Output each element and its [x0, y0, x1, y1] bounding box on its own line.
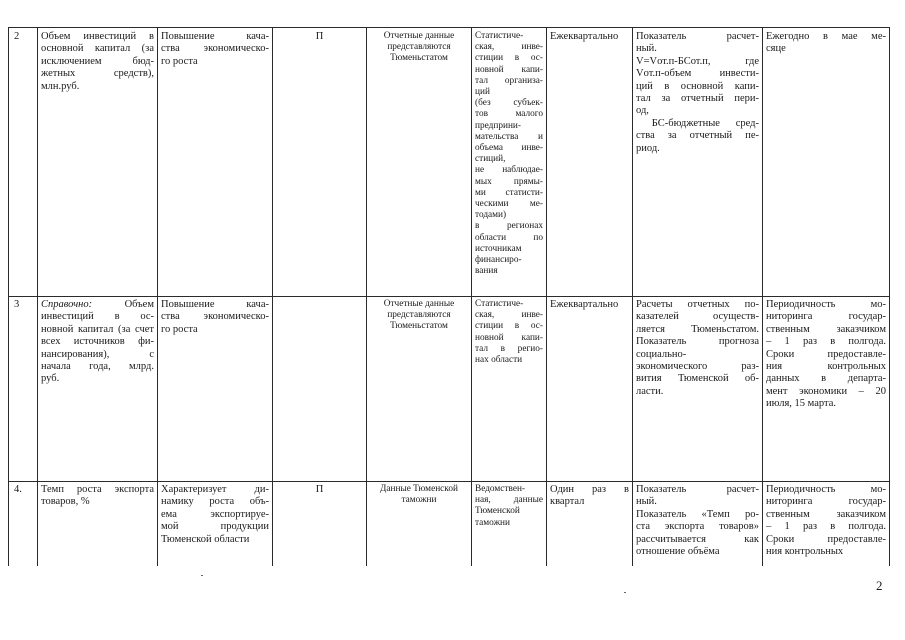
cell-purpose-line: ема экспортируе-	[161, 508, 269, 520]
page-number: 2	[876, 578, 883, 593]
cell-deadline-line: ниторинга государ-	[766, 496, 886, 508]
cell-source-line: представляются	[387, 310, 451, 321]
table-row-border	[8, 27, 890, 28]
cell-calculation-line: ций в основной капи-	[636, 80, 759, 92]
cell-indicator-line: товаров, %	[41, 496, 90, 508]
cell-method-line: области по	[475, 232, 543, 243]
cell-method-line: ская, инве-	[475, 42, 543, 53]
cell-calculation-line: Показатель «Темп ро-	[636, 508, 759, 520]
cell-purpose-line: го роста	[161, 55, 198, 67]
cell-method-line: стиции в ос-	[475, 321, 543, 332]
cell-method-line: ческими ме-	[475, 199, 543, 210]
cell-type	[276, 31, 363, 295]
cell-purpose-line: ства экономическо-	[161, 311, 269, 323]
cell-source-line: Тюменьстатом	[390, 321, 448, 332]
cell-purpose	[161, 484, 269, 565]
cell-indicator-line: исключением бюд-	[41, 55, 154, 67]
cell-number-text: 3	[14, 299, 20, 310]
cell-frequency	[550, 484, 629, 565]
cell-calculation-line: Vот.п-объем инвести-	[636, 68, 759, 80]
cell-deadline-line: сяце	[766, 43, 786, 55]
cell-deadline-line: – 1 раз в полгода.	[766, 521, 886, 533]
cell-source-line: Отчетные данные	[383, 31, 455, 41]
cell-method-line: тал организа-	[475, 75, 543, 86]
cell-calculation-line: ства за отчетный пе-	[636, 130, 759, 142]
cell-frequency-line: Ежеквартально	[550, 31, 619, 42]
cell-method-line: предприни-	[475, 120, 522, 131]
table-row-border	[8, 481, 890, 482]
cell-calculation-line: риод.	[636, 142, 660, 154]
cell-calculation-line: ный.	[636, 496, 657, 508]
cell-method-line: ций	[475, 87, 490, 98]
cell-calculation-line: вития Тюменской об-	[636, 373, 759, 385]
cell-method	[475, 484, 543, 565]
cell-number	[14, 299, 36, 480]
cell-indicator-line: всех источников фи-	[41, 336, 154, 348]
cell-deadline	[766, 484, 886, 565]
cell-calculation-line: од,	[636, 105, 649, 117]
cell-calculation-line: V=Vот.п-БСот.п, где	[636, 55, 759, 67]
cell-type-text: П	[315, 31, 324, 42]
cell-number	[14, 484, 36, 565]
cell-deadline-line: июля, 15 марта.	[766, 398, 836, 410]
cell-method-line: ская, инве-	[475, 310, 543, 321]
cell-indicator-line: млн.руб.	[41, 80, 80, 92]
cell-deadline-line: Ежегодно в мае ме-	[766, 31, 886, 42]
cell-calculation-line: экономического раз-	[636, 361, 759, 373]
cell-source-line: Отчетные данные	[383, 299, 455, 309]
cell-source-line: таможни	[401, 495, 437, 506]
reference-label: Справочно:	[41, 299, 93, 310]
cell-type-text: П	[315, 484, 324, 495]
cell-deadline-line: Периодичность мо-	[766, 484, 886, 495]
cell-purpose	[161, 31, 269, 295]
cell-deadline-line: – 1 раз в полгода.	[766, 336, 886, 348]
cell-method-line: ная, данные	[475, 495, 543, 506]
cell-source	[370, 31, 468, 295]
cell-method-line: тодами)	[475, 210, 507, 221]
cell-indicator-line: основной капитал (за	[41, 43, 154, 55]
cell-purpose-line: ства экономическо-	[161, 43, 269, 55]
cell-deadline-line: Сроки предоставле-	[766, 533, 886, 545]
cell-calculation-line: социально-	[636, 348, 687, 360]
cell-method-line: нах области	[475, 355, 523, 366]
cell-frequency	[550, 31, 629, 295]
cell-method-line: источникам	[475, 243, 522, 254]
cell-indicator	[41, 299, 154, 480]
cell-deadline-line: ния контрольных	[766, 361, 886, 373]
cell-method-line: в регионах	[475, 221, 543, 232]
cell-method	[475, 299, 543, 480]
cell-deadline-line: ственным заказчиком	[766, 508, 886, 520]
cell-purpose-line: Тюменской области	[161, 533, 250, 545]
cell-method-line: тов малого	[475, 109, 543, 120]
cell-method-line: не наблюдае-	[475, 165, 543, 176]
cell-source	[370, 484, 468, 565]
cell-deadline-line: ниторинга государ-	[766, 311, 886, 323]
cell-method-line: стиций,	[475, 154, 506, 165]
cell-type	[276, 299, 363, 480]
cell-calculation-line: рассчитывается как	[636, 533, 759, 545]
cell-purpose-line: Повышение кача-	[161, 299, 269, 310]
cell-purpose-line: мой продукции	[161, 521, 269, 533]
cell-deadline	[766, 299, 886, 480]
cell-calculation-line: Показатель прогноза	[636, 336, 759, 348]
cell-frequency-line: Один раз в	[550, 484, 629, 495]
cell-method-line: Статистиче-	[475, 31, 524, 41]
cell-indicator-line: новной капитал (за счет	[41, 323, 154, 335]
cell-indicator-line: жетных средств),	[41, 68, 154, 80]
cell-indicator-line: Темп роста экспорта	[41, 484, 154, 495]
cell-calculation-line: ный.	[636, 43, 657, 55]
cell-number-text: 4.	[14, 484, 22, 495]
cell-method-line: новной капи-	[475, 64, 543, 75]
cell-calculation-line: ляется Тюменьстатом.	[636, 323, 759, 335]
cell-indicator-line: нансирования), с	[41, 348, 154, 360]
table-row-border	[8, 296, 890, 297]
cell-deadline-line: Периодичность мо-	[766, 299, 886, 310]
cell-purpose-line: Характеризует ди-	[161, 484, 269, 495]
cell-method-line: Ведомствен-	[475, 484, 526, 494]
cell-calculation	[636, 484, 759, 565]
cell-indicator-line	[41, 299, 154, 311]
cell-deadline-line: ния контрольных	[766, 546, 844, 558]
scan-speck	[624, 592, 626, 593]
cell-deadline-line: данных в департа-	[766, 373, 886, 385]
cell-method-line: (без субъек-	[475, 98, 543, 109]
cell-indicator-line: руб.	[41, 373, 60, 385]
cell-frequency	[550, 299, 629, 480]
cell-number-text: 2	[14, 31, 20, 42]
cell-purpose-line: Повышение кача-	[161, 31, 269, 42]
cell-method-line: Тюменской	[475, 506, 520, 517]
cell-deadline-line: мент экономики – 20	[766, 385, 886, 397]
cell-calculation-line: Показатель расчет-	[636, 31, 759, 42]
cell-type	[276, 484, 363, 565]
cell-calculation-line: казателей осуществ-	[636, 311, 759, 323]
cell-indicator-line: Объем инвестиций в	[41, 31, 154, 42]
cell-calculation-line: отношение объёма	[636, 546, 720, 558]
cell-purpose-line: намику роста объ-	[161, 496, 269, 508]
cell-source-line: Тюменьстатом	[390, 53, 448, 64]
cell-method-line: стиции в ос-	[475, 53, 543, 64]
cell-calculation-line: ста экспорта товаров»	[636, 521, 759, 533]
cell-source-line: представляются	[387, 42, 451, 53]
cell-purpose	[161, 299, 269, 480]
cell-method-line: ми статисти-	[475, 187, 543, 198]
cell-deadline	[766, 31, 886, 295]
cell-calculation-line: тал за отчетный пери-	[636, 93, 759, 105]
cell-calculation-line: Расчеты отчетных по-	[636, 299, 759, 310]
cell-deadline-line: Сроки предоставле-	[766, 348, 886, 360]
cell-method	[475, 31, 543, 295]
cell-source-line: Данные Тюменской	[380, 484, 458, 494]
cell-method-line: финансиро-	[475, 255, 522, 266]
cell-method-line: Статистиче-	[475, 299, 524, 309]
cell-calculation-line: БС-бюджетные сред-	[636, 117, 759, 129]
cell-indicator	[41, 484, 154, 565]
cell-method-line: объема инве-	[475, 143, 543, 154]
cell-calculation-line: ласти.	[636, 385, 664, 397]
cell-indicator-line: инвестиций в ос-	[41, 311, 154, 323]
cell-deadline-line: ственным заказчиком	[766, 323, 886, 335]
cell-calculation-line: Показатель расчет-	[636, 484, 759, 495]
cell-method-line: новной капи-	[475, 332, 543, 343]
cell-method-line: тал в регио-	[475, 343, 543, 354]
cell-frequency-line: Ежеквартально	[550, 299, 619, 310]
cell-indicator	[41, 31, 154, 295]
cell-calculation	[636, 299, 759, 480]
cell-indicator-line: начала года, млрд.	[41, 361, 154, 373]
cell-calculation	[636, 31, 759, 295]
cell-indicator-line-rest: Объем	[124, 299, 154, 310]
cell-method-line: мательства и	[475, 131, 543, 142]
scan-speck	[201, 575, 203, 576]
cell-purpose-line: го роста	[161, 323, 198, 335]
cell-method-line: мых прямы-	[475, 176, 543, 187]
cell-source	[370, 299, 468, 480]
cell-frequency-line: квартал	[550, 496, 585, 508]
cell-method-line: вания	[475, 266, 498, 277]
cell-method-line: таможни	[475, 517, 510, 528]
cell-number	[14, 31, 36, 295]
